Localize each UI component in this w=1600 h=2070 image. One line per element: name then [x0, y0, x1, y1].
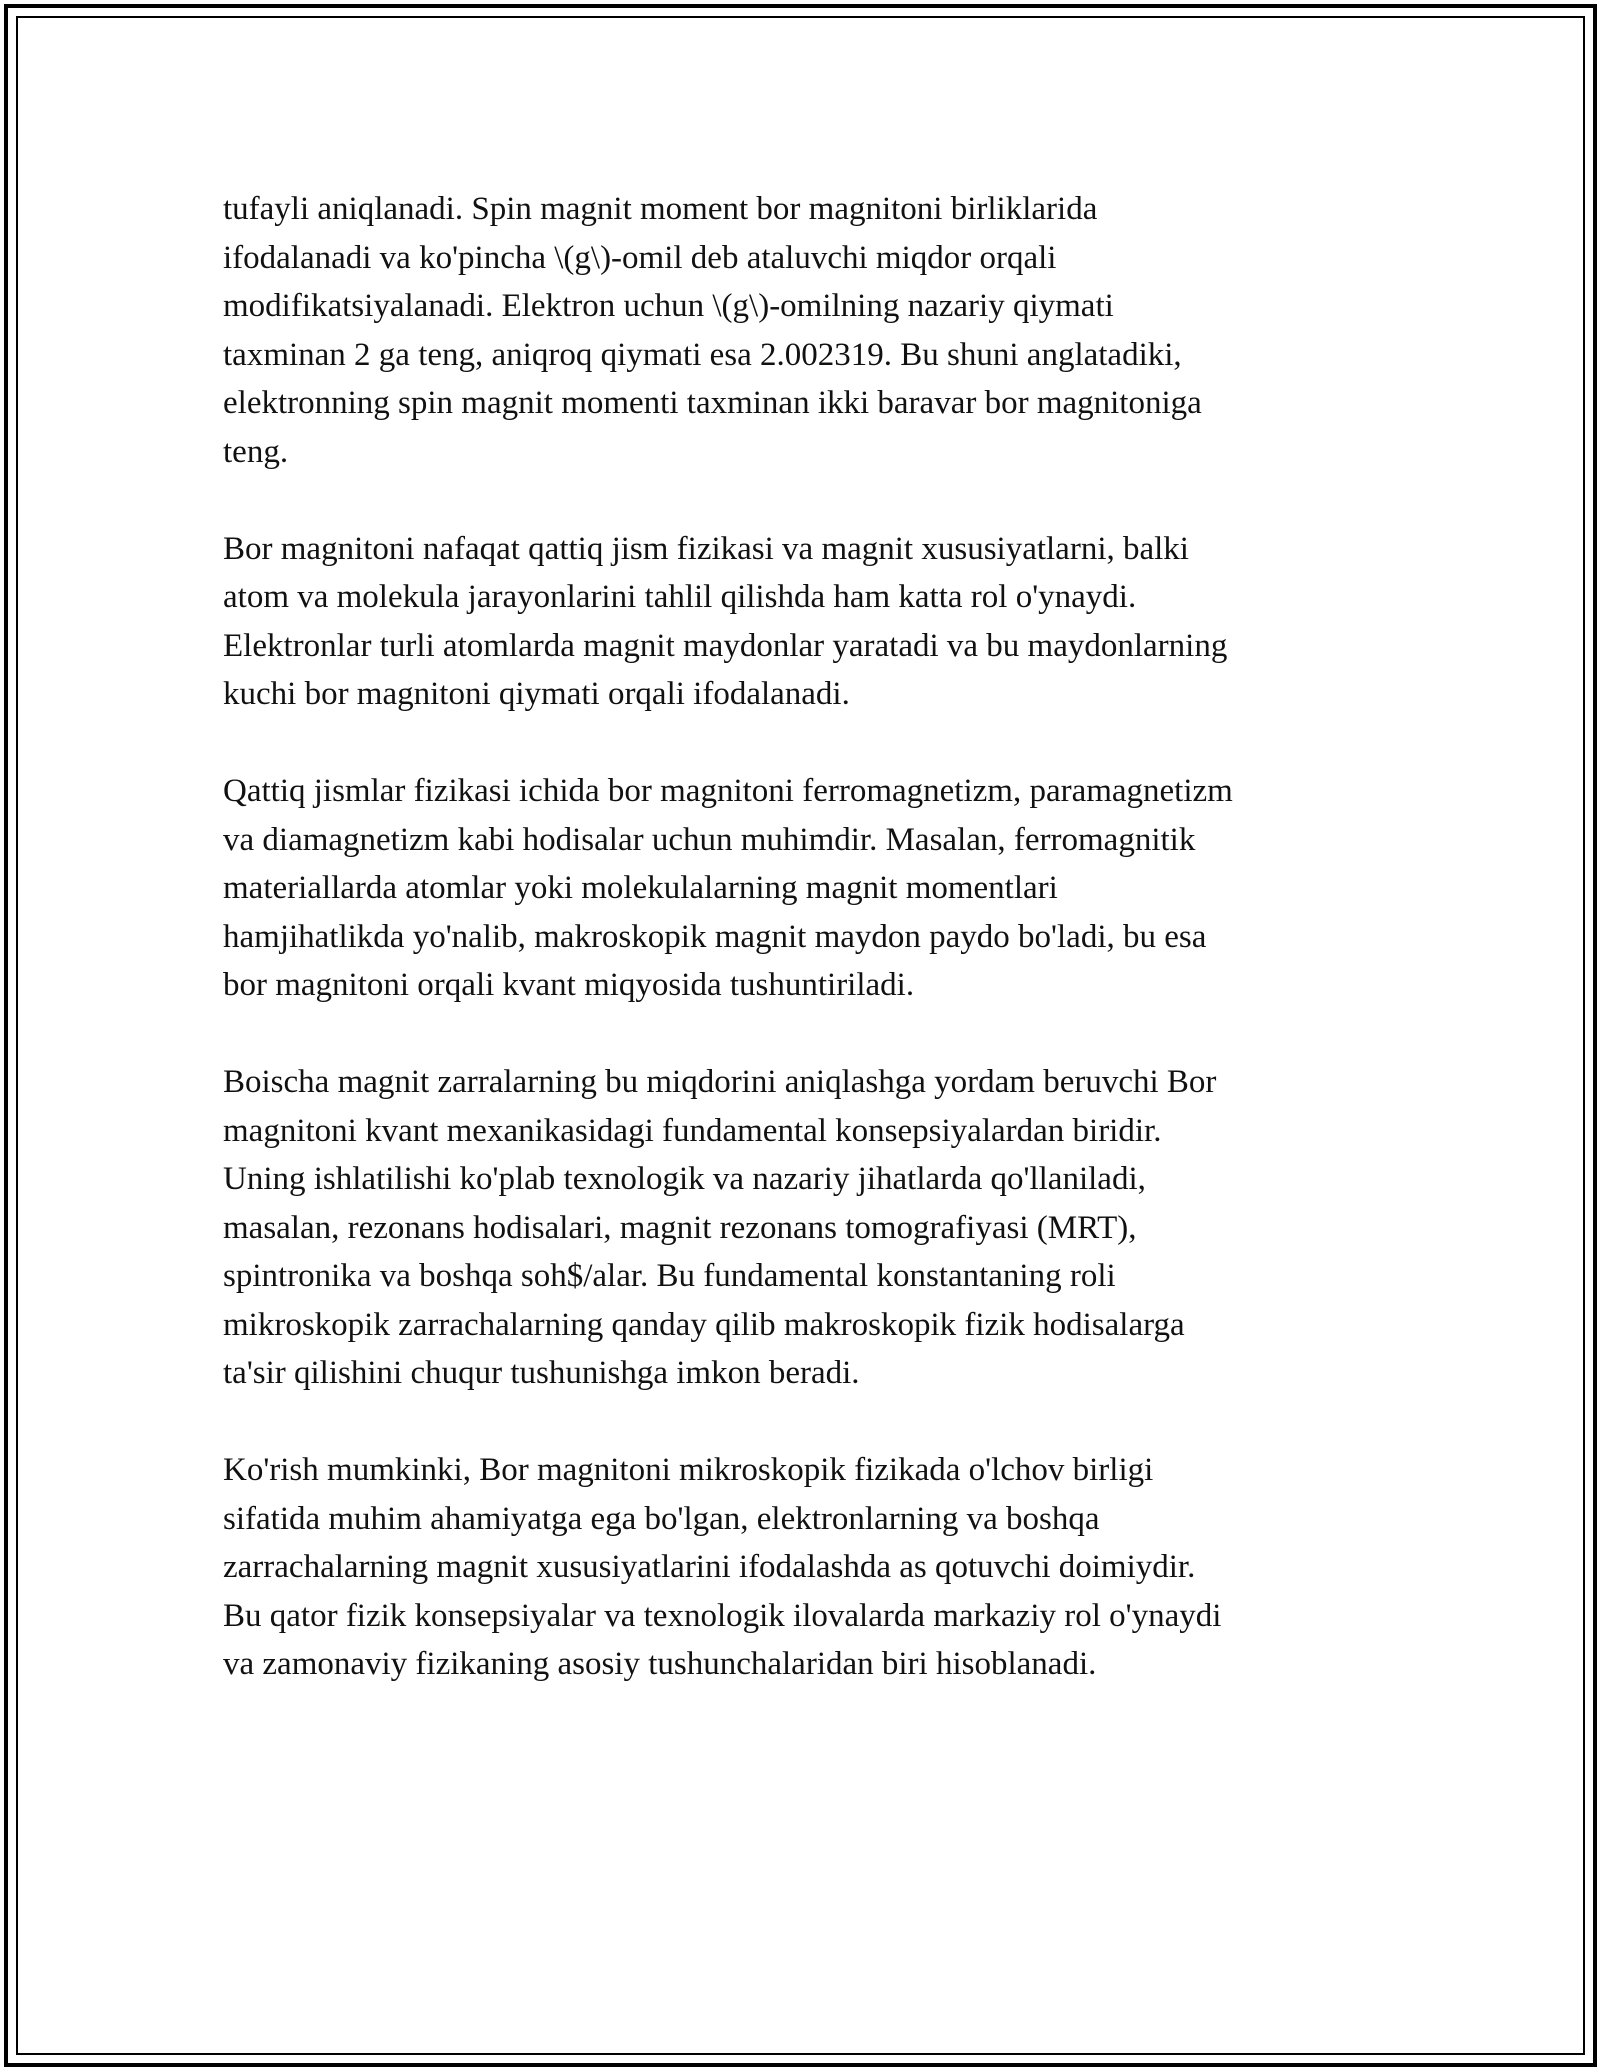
paragraph-solid-state-physics: Qattiq jismlar fizikasi ichida bor magnitoni ferromagnetizm, paramagnetizm va diamagnetizm kabi hodisalar uchun muhimdir. Masalan, ferromagnitik materiallarda atomlar yoki molekulalarning magnit momentlari hamjihatlikda yo'nalib, makroskopik magnit maydon paydo bo'ladi, bu esa bor magnitoni orqali kvant miqyosida tushuntiriladi.	[223, 773, 1233, 1003]
paragraph-applications: Boischa magnit zarralarning bu miqdorini aniqlashga yordam beruvchi Bor magnitoni kvant mexanikasidagi fundamental konsepsiyalardan biridir. Uning ishlatilishi ko'plab texnologik va nazariy jihatlarda qo'llaniladi, masalan, rezonans hodisalari, magnit rezonans tomografiyasi (MRT), spintronika va boshqa soh$/alar. Bu fundamental konstantaning roli mikroskopik zarrachalarning qanday qilib makroskopik fizik hodisalarga ta'sir qilishini chuqur tushunishga imkon beradi.	[223, 1064, 1217, 1391]
paragraph-conclusion: Ko'rish mumkinki, Bor magnitoni mikroskopik fizikada o'lchov birligi sifatida muhim ahamiyatga ega bo'lgan, elektronlarning va boshqa zarrachalarning magnit xususiyatlarini ifodalashda as qotuvchi doimiydir. Bu qator fizik konsepsiyalar va texnologik ilovalarda markaziy rol o'ynaydi va zamonaviy fizikaning asosiy tushunchalaridan biri hisoblanadi.	[223, 1452, 1222, 1682]
document-body	[223, 185, 1363, 1737]
paragraph-spin-magnetic-moment: tufayli aniqlanadi. Spin magnit moment bor magnitoni birliklarida ifodalanadi va ko'pincha \(g\)-omil deb ataluvchi miqdor orqali modifikatsiyalanadi. Elektron uchun \(g\)-omilning nazariy qiymati taxminan 2 ga teng, aniqroq qiymati esa 2.002319. Bu shuni anglatadiki, elektronning spin magnit momenti taxminan ikki baravar bor magnitoniga teng.	[223, 191, 1202, 470]
paragraph-atomic-processes: Bor magnitoni nafaqat qattiq jism fizikasi va magnit xususiyatlarni, balki atom va molekula jarayonlarini tahlil qilishda ham katta rol o'ynaydi. Elektronlar turli atomlarda magnit maydonlar yaratadi va bu maydonlarning kuchi bor magnitoni qiymati orqali ifodalanadi.	[223, 530, 1228, 712]
